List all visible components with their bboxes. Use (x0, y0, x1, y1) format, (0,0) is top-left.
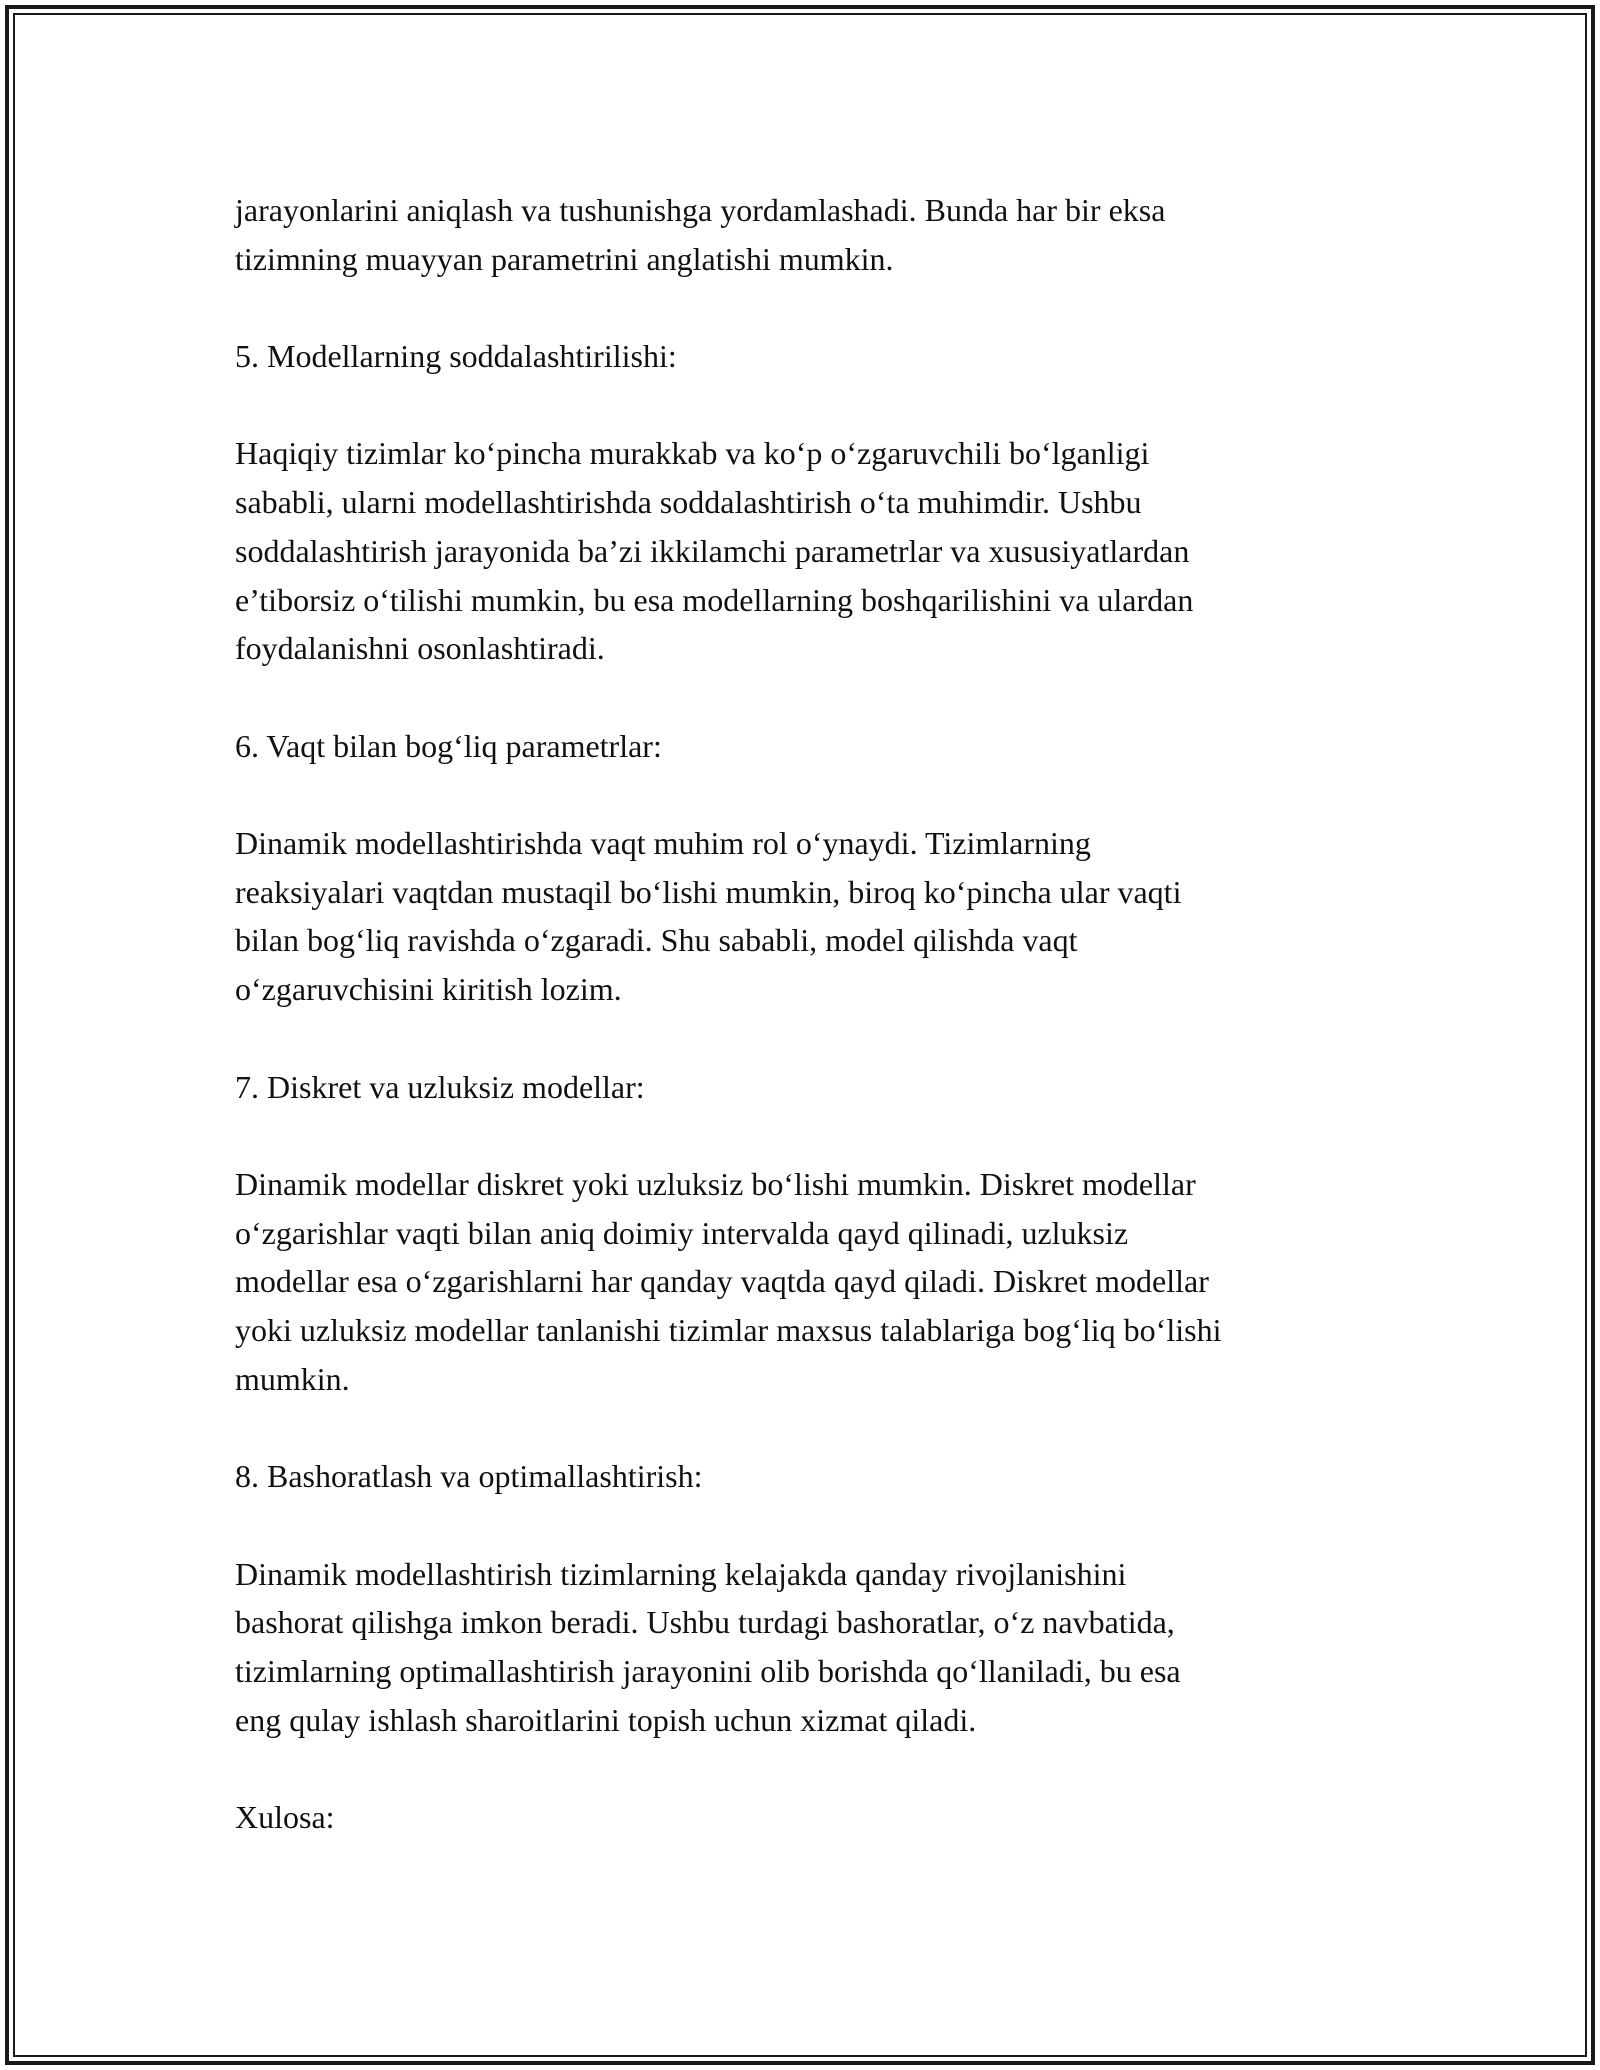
text-line: mumkin. (235, 1360, 350, 1397)
text-line: 8. Bashoratlash va optimallashtirish: (235, 1458, 703, 1495)
text-line: o‘zgarishlar vaqti bilan aniq doimiy intervalda qayd qilinadi, uzluksiz (235, 1214, 1129, 1251)
text-line: tizimning muayyan parametrini anglatishi mumkin. (235, 240, 894, 277)
document-body (235, 186, 1375, 1890)
text-line: Dinamik modellashtirish tizimlarning kelajakda qanday rivojlanishini (235, 1555, 1127, 1592)
text-line: Dinamik modellar diskret yoki uzluksiz bo‘lishi mumkin. Diskret modellar (235, 1165, 1196, 1202)
text-line: sababli, ularni modellashtirishda soddalashtirish o‘ta muhimdir. Ushbu (235, 484, 1142, 521)
text-line: reaksiyalari vaqtdan mustaqil bo‘lishi mumkin, biroq ko‘pincha ular vaqti (235, 873, 1182, 910)
text-line: Xulosa: (235, 1799, 335, 1836)
text-line: jarayonlarini aniqlash va tushunishga yordamlashadi. Bunda har bir eksa (235, 192, 1166, 228)
section-heading (235, 1063, 1375, 1112)
text-line: bilan bog‘liq ravishda o‘zgaradi. Shu sababli, model qilishda vaqt (235, 922, 1078, 959)
body-paragraph (235, 429, 1375, 673)
text-line: 6. Vaqt bilan bog‘liq parametrlar: (235, 727, 662, 764)
text-line: foydalanishni osonlashtiradi. (235, 630, 605, 667)
body-paragraph (235, 1160, 1375, 1404)
text-line: Haqiqiy tizimlar ko‘pincha murakkab va ko‘p o‘zgaruvchili bo‘lganligi (235, 435, 1150, 472)
section-heading (235, 722, 1375, 771)
text-line: 7. Diskret va uzluksiz modellar: (235, 1068, 645, 1105)
section-heading (235, 332, 1375, 381)
text-line: 5. Modellarning soddalashtirilishi: (235, 338, 677, 375)
section-heading (235, 1452, 1375, 1501)
text-line: soddalashtirish jarayonida ba’zi ikkilamchi parametrlar va xususiyatlardan (235, 532, 1190, 569)
text-line: bashorat qilishga imkon beradi. Ushbu turdagi bashoratlar, o‘z navbatida, (235, 1604, 1175, 1641)
text-line: tizimlarning optimallashtirish jarayonini olib borishda qo‘llaniladi, bu esa (235, 1652, 1181, 1689)
text-line: modellar esa o‘zgarishlarni har qanday vaqtda qayd qiladi. Diskret modellar (235, 1263, 1209, 1300)
body-paragraph (235, 186, 1375, 283)
text-line: yoki uzluksiz modellar tanlanishi tizimlar maxsus talablariga bog‘liq bo‘lishi (235, 1312, 1222, 1349)
text-line: e’tiborsiz o‘tilishi mumkin, bu esa modellarning boshqarilishini va ulardan (235, 581, 1194, 618)
section-heading (235, 1793, 1375, 1842)
text-line: Dinamik modellashtirishda vaqt muhim rol o‘ynaydi. Tizimlarning (235, 825, 1091, 862)
text-line: eng qulay ishlash sharoitlarini topish uchun xizmat qiladi. (235, 1701, 977, 1738)
body-paragraph (235, 819, 1375, 1014)
body-paragraph (235, 1550, 1375, 1745)
text-line: o‘zgaruvchisini kiritish lozim. (235, 971, 622, 1008)
